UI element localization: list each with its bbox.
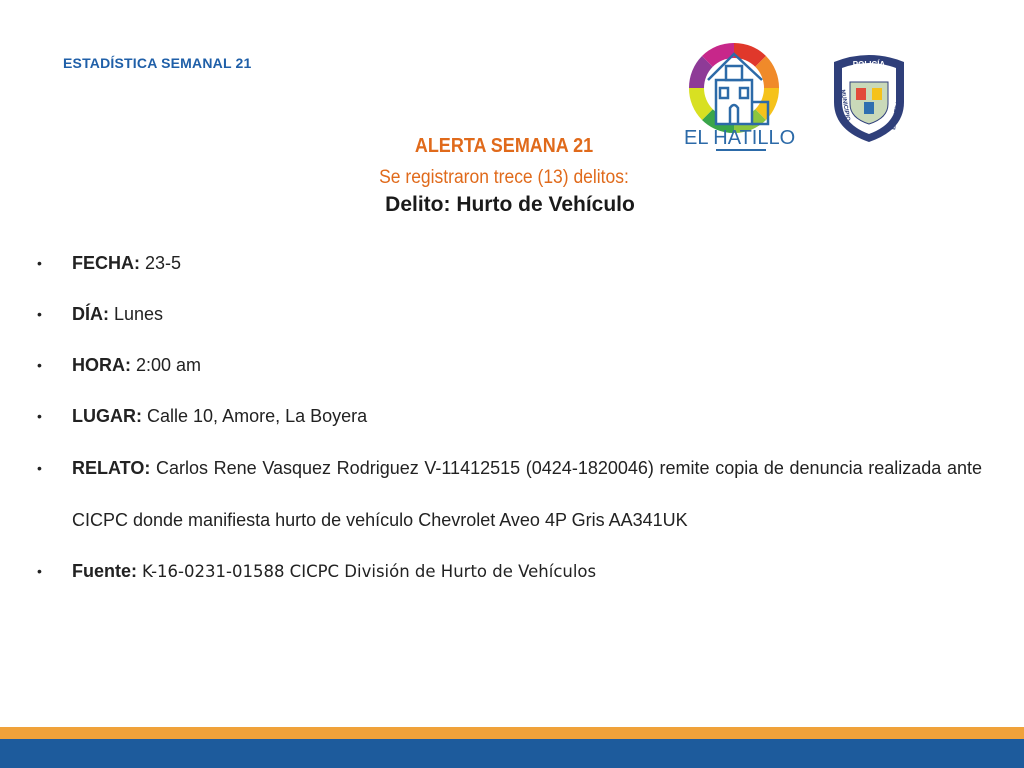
alert-title: ALERTA SEMANA 21 xyxy=(414,135,594,157)
detail-date xyxy=(37,238,982,289)
detail-report xyxy=(37,442,982,546)
bullet-icon: • xyxy=(37,357,42,373)
police-badge-logo xyxy=(828,52,910,144)
bullet-icon: • xyxy=(37,255,42,271)
alert-subtitle: Se registraron trece (13) delitos: xyxy=(379,167,629,188)
bullet-icon: • xyxy=(37,306,42,322)
detail-place xyxy=(37,391,982,442)
detail-key: FECHA: xyxy=(72,253,140,273)
crime-type-title: Delito: Hurto de Vehículo xyxy=(385,193,635,216)
detail-value: 23-5 xyxy=(145,253,182,273)
detail-day xyxy=(37,289,982,340)
footer-blue-bar xyxy=(0,739,1024,768)
police-badge-text-right: EL HATILLO xyxy=(891,95,904,131)
el-hatillo-logo-text: EL HATILLO xyxy=(684,127,796,149)
police-badge-text-left: MUNICIPIO xyxy=(839,89,851,122)
detail-key: HORA: xyxy=(72,355,131,375)
detail-value: Carlos Rene Vasquez Rodriguez V-11412515 (0424-1820046) remite copia de denuncia realizada ante CICPC donde manifiesta hurto de vehículo Chevrolet Aveo 4P Gris AA341UK xyxy=(72,458,982,530)
detail-value: 2:00 am xyxy=(136,355,202,375)
detail-key: RELATO: xyxy=(72,458,151,478)
police-badge-text-top: POLICÍA xyxy=(852,60,886,69)
slide-header-label: ESTADÍSTICA SEMANAL 21 xyxy=(63,55,252,71)
detail-value: Lunes xyxy=(114,304,164,324)
bullet-icon: • xyxy=(37,460,42,476)
bullet-icon: • xyxy=(37,408,42,424)
detail-value: Calle 10, Amore, La Boyera xyxy=(147,406,368,426)
bullet-icon: • xyxy=(37,563,42,579)
detail-key: LUGAR: xyxy=(72,406,142,426)
detail-source xyxy=(37,546,982,597)
detail-key: DÍA: xyxy=(72,304,109,324)
detail-time xyxy=(37,340,982,391)
detail-key: Fuente: xyxy=(72,561,137,581)
crime-details-list xyxy=(37,238,982,597)
detail-value: K-16-0231-01588 CICPC División de Hurto de Vehículos xyxy=(142,562,597,581)
footer-orange-bar xyxy=(0,727,1024,739)
